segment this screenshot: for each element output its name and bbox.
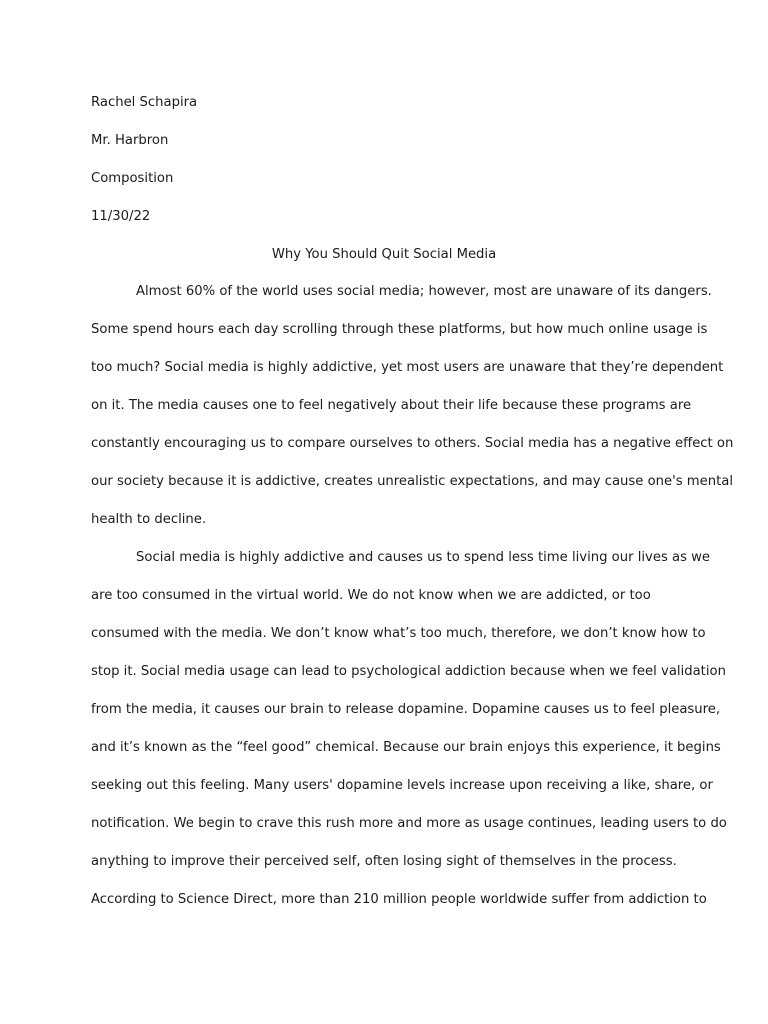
paragraph-line: consumed with the media. We don’t know what’s too much, therefore, we don’t know how to — [91, 626, 706, 641]
paragraph-line: health to decline. — [91, 512, 207, 527]
paragraph-line: our society because it is addictive, creates unrealistic expectations, and may cause one's mental — [91, 474, 734, 489]
paragraph-line: constantly encouraging us to compare ourselves to others. Social media has a negative effect on — [91, 436, 734, 451]
paragraph-line: Some spend hours each day scrolling through these platforms, but how much online usage is — [91, 322, 708, 337]
paragraph-line: According to Science Direct, more than 210 million people worldwide suffer from addiction to — [91, 892, 707, 907]
paragraph-line: on it. The media causes one to feel negatively about their life because these programs are — [91, 398, 692, 413]
paragraph-line: stop it. Social media usage can lead to psychological addiction because when we feel validation — [91, 664, 726, 679]
paragraph-line: seeking out this feeling. Many users' dopamine levels increase upon receiving a like, share, or — [91, 778, 713, 793]
paragraph-line: Almost 60% of the world uses social media; however, most are unaware of its dangers. — [136, 284, 712, 299]
essay-title: Why You Should Quit Social Media — [271, 247, 497, 262]
paragraph-line: from the media, it causes our brain to release dopamine. Dopamine causes us to feel pleasure, — [91, 702, 721, 717]
course-name: Composition — [91, 171, 174, 186]
author-name: Rachel Schapira — [91, 95, 198, 110]
teacher-name: Mr. Harbron — [91, 133, 169, 148]
paragraph-line: too much? Social media is highly addictive, yet most users are unaware that they’re dependent — [91, 360, 724, 375]
paragraph-line: anything to improve their perceived self, often losing sight of themselves in the process. — [91, 854, 677, 869]
paragraph-line: notification. We begin to crave this rush more and more as usage continues, leading users to do — [91, 816, 727, 831]
paragraph-line: are too consumed in the virtual world. We do not know when we are addicted, or too — [91, 588, 651, 603]
paragraph-line: and it’s known as the “feel good” chemical. Because our brain enjoys this experience, it begins — [91, 740, 721, 755]
date: 11/30/22 — [91, 209, 151, 224]
paragraph-line: Social media is highly addictive and causes us to spend less time living our lives as we — [136, 550, 711, 565]
